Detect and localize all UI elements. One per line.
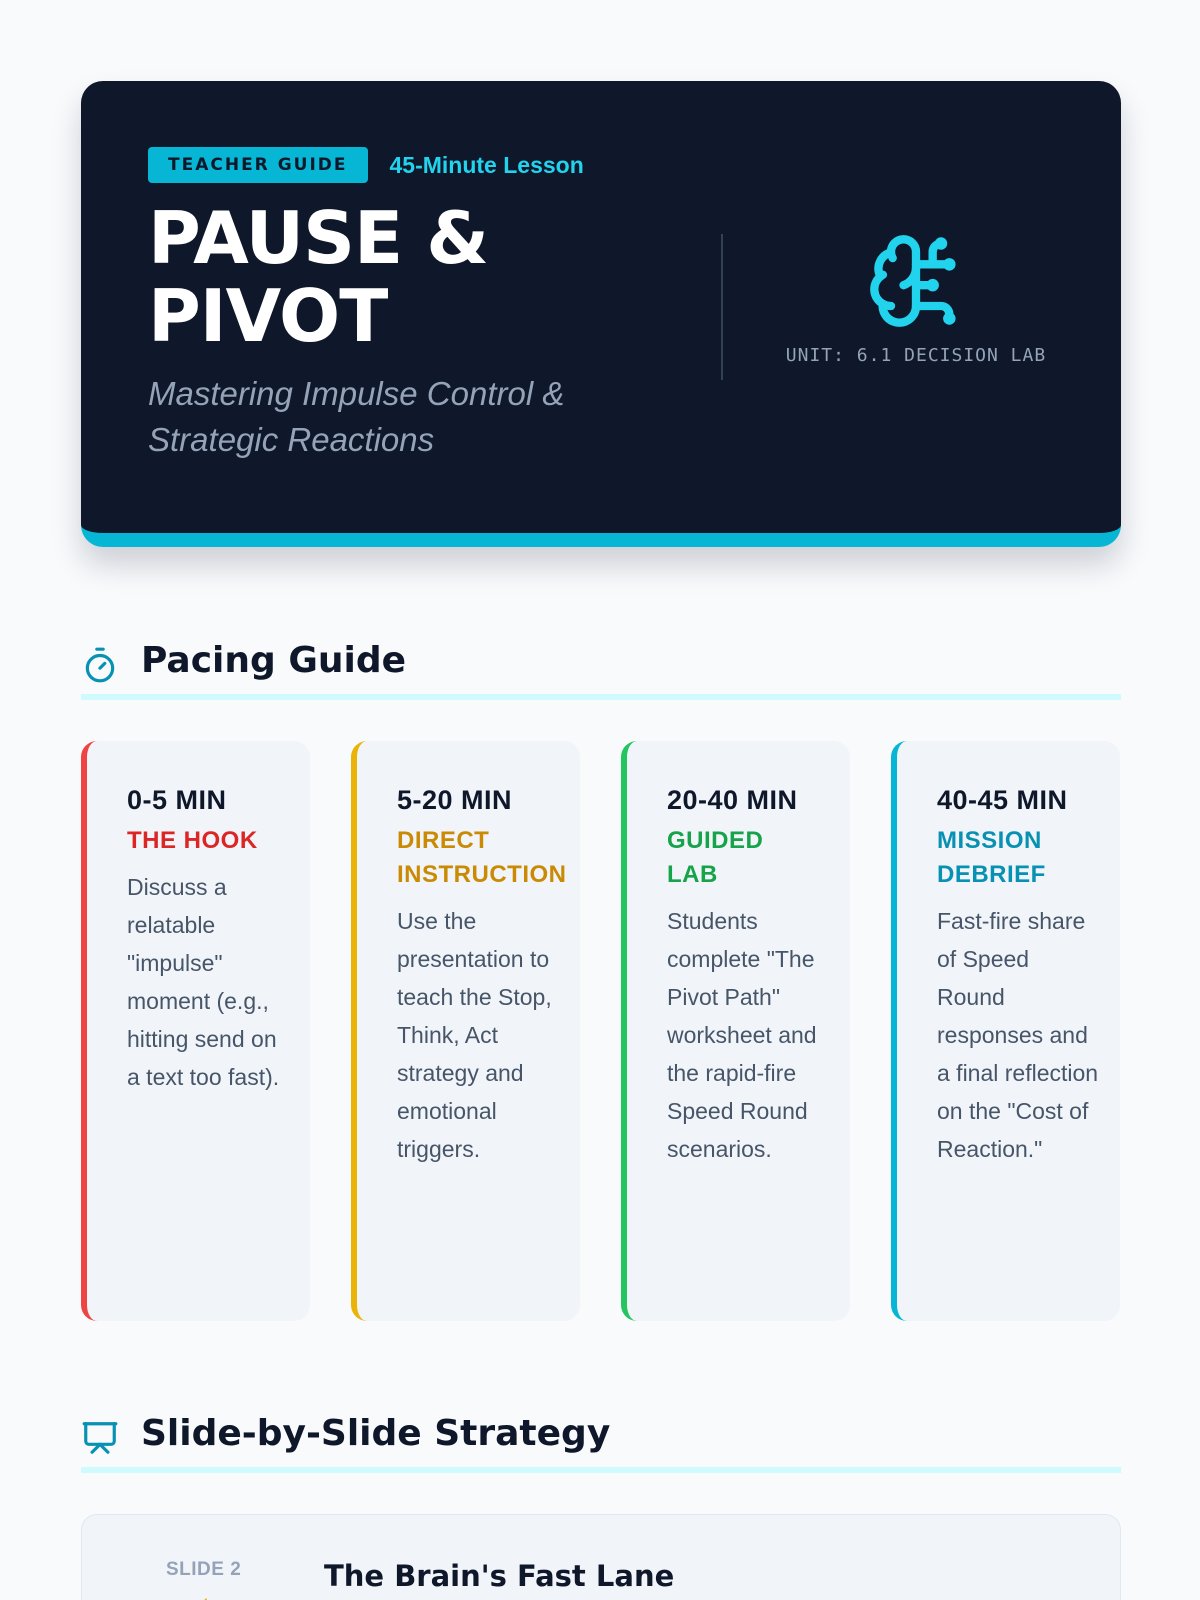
page-title	[148, 196, 668, 358]
card-description: Use the presentation to teach the Stop, Think, Act strategy and emotional triggers.	[397, 908, 552, 1162]
card-phase: MISSION DEBRIEF	[937, 827, 1046, 888]
card-time: 40-45 MIN	[937, 785, 1068, 815]
hero-divider	[721, 234, 723, 380]
slide-title: The Brain's Fast Lane	[324, 1559, 675, 1593]
title-line-2: PIVOT	[148, 274, 388, 358]
pacing-card-direct-instruction	[351, 741, 580, 1321]
pacing-guide-header	[81, 634, 1121, 700]
card-time: 20-40 MIN	[667, 785, 798, 815]
lesson-length: 45-Minute Lesson	[389, 151, 584, 178]
card-phase: DIRECT INSTRUCTION	[397, 827, 567, 888]
slide-card	[81, 1514, 1121, 1600]
unit-label: UNIT: 6.1 DECISION LAB	[785, 345, 1047, 366]
card-phase: GUIDED LAB	[667, 827, 764, 888]
unit-block	[781, 231, 1051, 366]
hero-text	[148, 147, 668, 463]
card-description: Discuss a relatable "impulse" moment (e.g., hitting send on a text too fast).	[127, 874, 280, 1090]
card-phase: THE HOOK	[127, 827, 258, 854]
card-time: 5-20 MIN	[397, 785, 513, 815]
page-subtitle: Mastering Impulse Control & Strategic Reactions	[148, 375, 565, 458]
card-description: Students complete "The Pivot Path" worksheet and the rapid-fire Speed Round scenarios.	[667, 908, 817, 1162]
hero-card	[81, 81, 1121, 547]
card-description: Fast-fire share of Speed Round responses and a final reflection on the "Cost of Reaction."	[937, 908, 1099, 1162]
stopwatch-icon	[81, 646, 119, 684]
lightning-bolt-icon	[192, 1595, 218, 1600]
card-time: 0-5 MIN	[127, 785, 227, 815]
slide-strategy-title: Slide-by-Slide Strategy	[141, 1413, 611, 1454]
teacher-guide-badge: TEACHER GUIDE	[148, 147, 368, 183]
pacing-card-hook	[81, 741, 310, 1321]
pacing-card-mission-debrief	[891, 741, 1120, 1321]
pacing-card-guided-lab	[621, 741, 850, 1321]
presentation-icon	[81, 1419, 119, 1457]
brain-circuit-icon	[866, 231, 966, 331]
slide-number: SLIDE 2	[166, 1559, 242, 1580]
pacing-guide-title: Pacing Guide	[141, 640, 407, 681]
badge-row	[148, 147, 668, 183]
title-line-1: PAUSE &	[148, 196, 489, 280]
slide-strategy-header	[81, 1407, 1121, 1473]
